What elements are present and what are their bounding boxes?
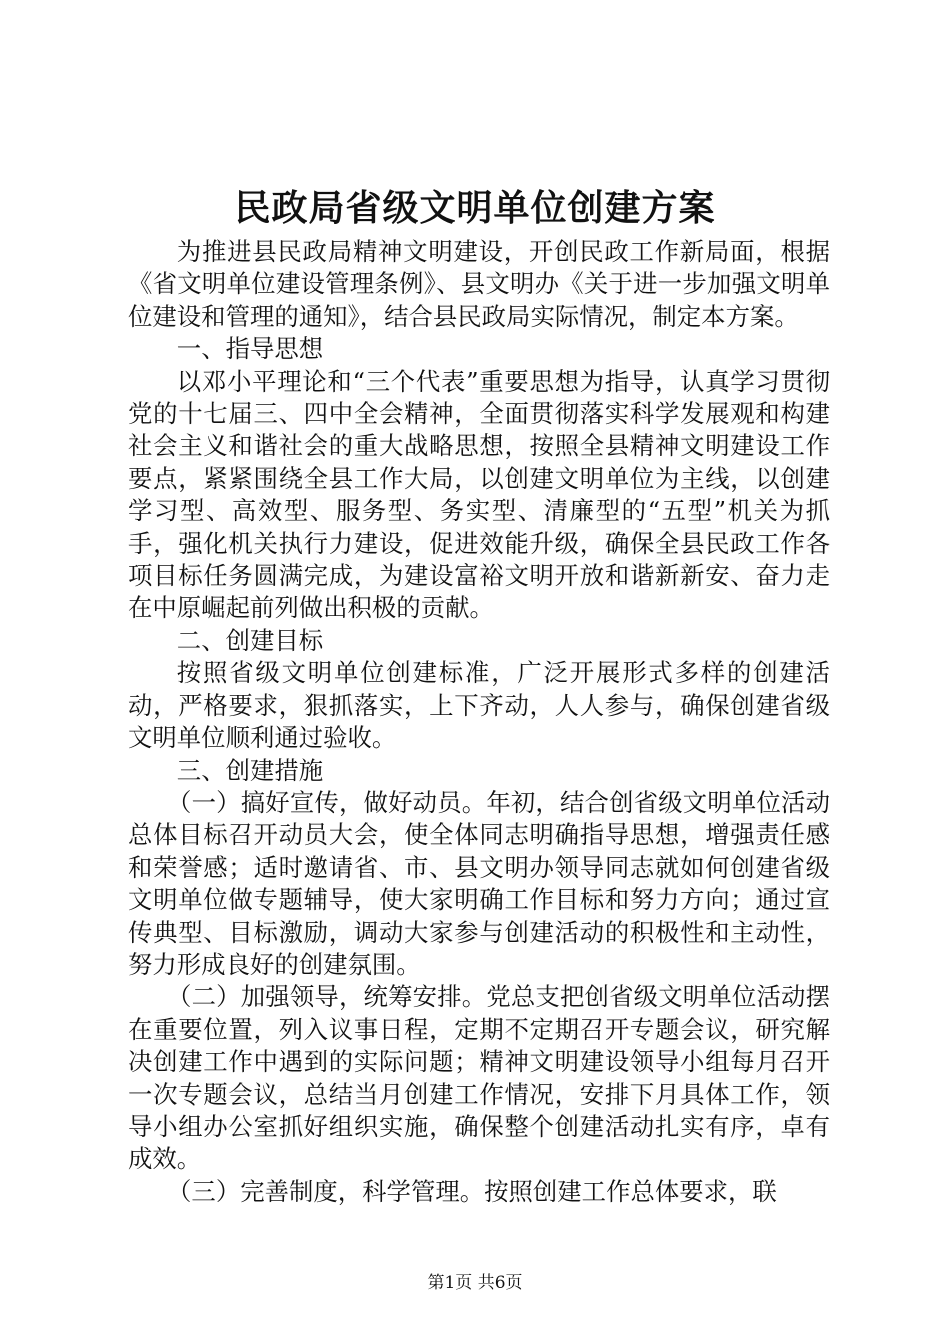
measure-item-1: （一）搞好宣传，做好动员。年初，结合创省级文明单位活动总体目标召开动员大会，使全体同志明确指导思想，增强责任感和荣誉感；适时邀请省、市、县文明办领导同志就如何创建省级文明单位做专题辅导，使大家明确工作目标和努力方向；通过宣传典型、目标激励，调动大家参与创建活动的积极性和主动性，努力形成良好的创建氛围。 bbox=[128, 787, 830, 979]
section-heading-goal: 二、创建目标 bbox=[176, 625, 324, 655]
goal-paragraph: 按照省级文明单位创建标准，广泛开展形式多样的创建活动，严格要求，狠抓落实，上下齐动，人人参与，确保创建省级文明单位顺利通过验收。 bbox=[128, 658, 830, 753]
section-heading-measures: 三、创建措施 bbox=[176, 755, 324, 785]
guiding-thought-paragraph: 以邓小平理论和“三个代表”重要思想为指导，认真学习贯彻党的十七届三、四中全会精神，全面贯彻落实科学发展观和构建社会主义和谐社会的重大战略思想，按照全县精神文明建设工作要点，紧紧围绕全县工作大局，以创建文明单位为主线，以创建学习型、高效型、服务型、务实型、清廉型的“五型”机关为抓手，强化机关执行力建设，促进效能升级，确保全县民政工作各项目标任务圆满完成，为建设富裕文明开放和谐新新安、奋力走在中原崛起前列做出积极的贡献。 bbox=[128, 366, 830, 623]
measure-item-2: （二）加强领导，统筹安排。党总支把创省级文明单位活动摆在重要位置，列入议事日程，定期不定期召开专题会议，研究解决创建工作中遇到的实际问题；精神文明建设领导小组每月召开一次专题会议，总结当月创建工作情况，安排下月具体工作，领导小组办公室抓好组织实施，确保整个创建活动扎实有序，卓有成效。 bbox=[128, 982, 830, 1174]
page-footer: 第1页 共6页 bbox=[427, 1273, 523, 1293]
document-body bbox=[128, 236, 830, 1208]
section-heading-guiding-thought: 一、指导思想 bbox=[176, 334, 324, 364]
document-title: 民政局省级文明单位创建方案 bbox=[234, 187, 716, 229]
measure-item-3: （三）完善制度，科学管理。按照创建工作总体要求，联 bbox=[167, 1176, 777, 1206]
intro-paragraph: 为推进县民政局精神文明建设，开创民政工作新局面，根据《省文明单位建设管理条例》、县文明办《关于进一步加强文明单位建设和管理的通知》，结合县民政局实际情况，制定本方案。 bbox=[128, 237, 830, 331]
